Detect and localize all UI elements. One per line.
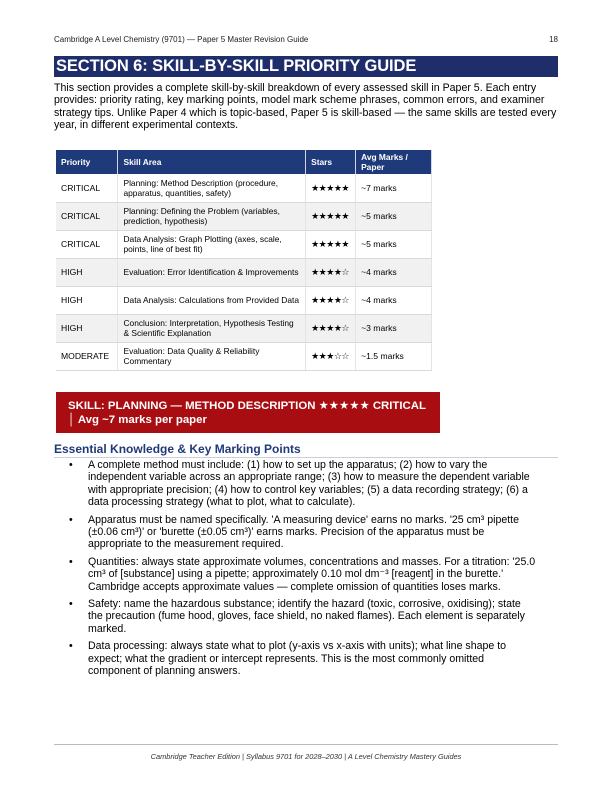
marks-cell: ~7 marks (356, 174, 432, 202)
skill-cell: Data Analysis: Graph Plotting (axes, scale, points, line of best fit) (118, 230, 306, 258)
list-item (66, 640, 536, 677)
list-item (66, 598, 536, 635)
skill-banner: SKILL: PLANNING — METHOD DESCRIPTION ★★★★★ CRITICAL │ Avg ~7 marks per paper (56, 392, 440, 433)
list-item (66, 459, 536, 509)
marks-cell: ~3 marks (356, 314, 432, 342)
skill-cell: Conclusion: Interpretation, Hypothesis Testing & Scientific Explanation (118, 314, 306, 342)
stars-cell: ★★★★★ (306, 202, 356, 230)
skill-cell: Planning: Method Description (procedure, apparatus, quantities, safety) (118, 174, 306, 202)
priority-cell: CRITICAL (56, 230, 118, 258)
key-points-list (66, 459, 536, 683)
priority-cell: CRITICAL (56, 174, 118, 202)
skill-cell: Evaluation: Error Identification & Improvements (118, 258, 306, 286)
header-stars: Stars (306, 150, 356, 174)
priority-cell: HIGH (56, 258, 118, 286)
list-item-text: A complete method must include: (1) how to set up the apparatus; (2) how to vary the independent variable across an appropriate range; (3) how to measure the dependent variable with appropriate precision; (4) how to control key variables; (5) a data recording strategy; (6) a data processing strategy (what to plot, what to calculate). (88, 459, 530, 509)
list-item-text: Apparatus must be named specifically. 'A measuring device' earns no marks. '25 cm³ pipette (±0.06 cm³)' or 'burette (±0.05 cm³)' earns marks. Precision of the apparatus must be appropriate to the measurement required. (88, 513, 520, 551)
bullet-icon: • (69, 598, 73, 611)
header-skill-area: Skill Area (118, 150, 306, 174)
stars-cell: ★★★★☆ (306, 258, 356, 286)
subheading: Essential Knowledge & Key Marking Points (54, 442, 558, 458)
list-item (66, 514, 536, 551)
table-row (56, 342, 432, 370)
table-row (56, 258, 432, 286)
list-item-text: Data processing: always state what to plot (y-axis vs x-axis with units); what line shape to expect; what the gradient or intercept represents. This is the most commonly omitted component of planning answers. (88, 640, 507, 678)
footer-divider (54, 744, 558, 745)
table-row (56, 230, 432, 258)
marks-cell: ~1.5 marks (356, 342, 432, 370)
stars-cell: ★★★☆☆ (306, 342, 356, 370)
marks-cell: ~5 marks (356, 230, 432, 258)
marks-cell: ~4 marks (356, 286, 432, 314)
page-number: 18 (549, 35, 558, 44)
header-avg-marks: Avg Marks / Paper (356, 150, 432, 174)
marks-cell: ~4 marks (356, 258, 432, 286)
bullet-icon: • (69, 459, 73, 471)
bullet-icon: • (69, 555, 73, 568)
marks-cell: ~5 marks (356, 202, 432, 230)
header-priority: Priority (56, 150, 118, 174)
skill-cell: Data Analysis: Calculations from Provided Data (118, 286, 306, 314)
page-footer: Cambridge Teacher Edition | Syllabus 9701 for 2028–2030 | A Level Chemistry Mastery Guides (150, 752, 462, 761)
table-header-row (56, 150, 432, 174)
table-row (56, 314, 432, 342)
stars-cell: ★★★★★ (306, 174, 356, 202)
table-row (56, 286, 432, 314)
section-title: SECTION 6: SKILL-BY-SKILL PRIORITY GUIDE (54, 56, 558, 77)
bullet-icon: • (69, 640, 73, 653)
skill-cell: Evaluation: Data Quality & Reliability Commentary (118, 342, 306, 370)
running-header (54, 35, 558, 44)
list-item-text: Quantities: always state approximate volumes, concentrations and masses. For a titration: '25.0 cm³ of [substance] using a pipette; approximately 0.10 mol dm⁻³ [reagent] in the burette.' Cambridge accepts approximate values — complete omission of quantities loses marks. (88, 555, 536, 593)
table-row (56, 202, 432, 230)
priority-cell: HIGH (56, 314, 118, 342)
priority-cell: MODERATE (56, 342, 118, 370)
header-title: Cambridge A Level Chemistry (9701) — Paper 5 Master Revision Guide (54, 35, 309, 44)
skill-cell: Planning: Defining the Problem (variables, prediction, hypothesis) (118, 202, 306, 230)
bullet-icon: • (69, 513, 73, 526)
priority-cell: HIGH (56, 286, 118, 314)
list-item (66, 556, 536, 593)
stars-cell: ★★★★★ (306, 230, 356, 258)
intro-paragraph: This section provides a complete skill-by-skill breakdown of every assessed skill in Paper 5. Each entry provides: priority rating, key marking points, model mark scheme phrases, common errors, and examiner strategy tips. Unlike Paper 4 which is topic-based, Paper 5 is skill-based — the same skills are tested every year, in different experimental contexts. (54, 82, 557, 132)
stars-cell: ★★★★☆ (306, 314, 356, 342)
stars-cell: ★★★★☆ (306, 286, 356, 314)
table-row (56, 174, 432, 202)
priority-table (56, 150, 432, 371)
list-item-text: Safety: name the hazardous substance; identify the hazard (toxic, corrosive, oxidising); state the precaution (fume hood, gloves, face shield, no naked flames). Each element is separately marked. (88, 598, 525, 635)
priority-cell: CRITICAL (56, 202, 118, 230)
